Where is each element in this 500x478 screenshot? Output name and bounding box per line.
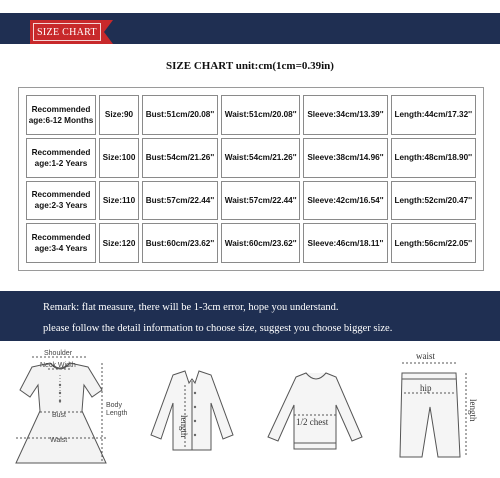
sleeve-cell: Sleeve:42cm/16.54'' <box>303 181 387 221</box>
measurement-diagrams <box>0 345 500 478</box>
bust-cell: Bust:57cm/22.44'' <box>142 181 218 221</box>
length-cell: Length:56cm/22.05'' <box>391 223 477 263</box>
table-row <box>26 181 476 221</box>
pants-length-label: length <box>468 399 478 422</box>
size-cell: Size:120 <box>99 223 139 263</box>
table-row <box>26 95 476 135</box>
remark-line-1: Remark: flat measure, there will be 1-3cm error, hope you understand. <box>43 302 339 313</box>
bust-cell: Bust:51cm/20.08'' <box>142 95 218 135</box>
sleeve-cell: Sleeve:34cm/13.39'' <box>303 95 387 135</box>
bust-cell: Bust:60cm/23.62'' <box>142 223 218 263</box>
dress-diagram <box>2 345 132 478</box>
pants-hip-label: hip <box>420 383 432 393</box>
waist-cell: Waist:51cm/20.08'' <box>221 95 300 135</box>
length-cell: Length:44cm/17.32'' <box>391 95 477 135</box>
chart-title: SIZE CHART unit:cm(1cm=0.39in) <box>166 60 334 72</box>
waist-label: Waist <box>50 437 68 444</box>
size-chart-tag-label: SIZE CHART <box>37 26 97 38</box>
shirt-diagram <box>135 345 250 478</box>
neck-width-label: Neck Width <box>40 362 76 369</box>
top-banner <box>0 0 500 50</box>
body-length-label-2: Length <box>106 410 128 417</box>
waist-cell: Waist:54cm/21.26'' <box>221 138 300 178</box>
remark-line-2: please follow the detail information to choose size, suggest you choose bigger size. <box>43 323 393 334</box>
age-cell: Recommended age:6-12 Months <box>26 95 96 135</box>
sweater-diagram <box>258 345 373 478</box>
shoulder-label: Shoulder <box>44 350 73 357</box>
age-cell: Recommended age:2-3 Years <box>26 181 96 221</box>
table-row <box>26 223 476 263</box>
pants-waist-label: waist <box>416 351 435 361</box>
age-cell: Recommended age:1-2 Years <box>26 138 96 178</box>
size-cell: Size:110 <box>99 181 139 221</box>
size-cell: Size:90 <box>99 95 139 135</box>
size-table <box>23 92 479 266</box>
age-cell: Recommended age:3-4 Years <box>26 223 96 263</box>
length-cell: Length:48cm/18.90'' <box>391 138 477 178</box>
bust-label: Bust <box>52 412 67 419</box>
sleeve-cell: Sleeve:46cm/18.11'' <box>303 223 387 263</box>
half-chest-label: 1/2 chest <box>296 417 329 427</box>
size-chart-tag <box>30 20 104 44</box>
length-cell: Length:52cm/20.47'' <box>391 181 477 221</box>
size-cell: Size:100 <box>99 138 139 178</box>
bust-cell: Bust:54cm/21.26'' <box>142 138 218 178</box>
pants-diagram <box>380 345 495 478</box>
shirt-length-label: length <box>179 415 189 438</box>
waist-cell: Waist:60cm/23.62'' <box>221 223 300 263</box>
size-table-frame <box>18 87 484 271</box>
sleeve-cell: Sleeve:38cm/14.96'' <box>303 138 387 178</box>
waist-cell: Waist:57cm/22.44'' <box>221 181 300 221</box>
remark-banner <box>0 291 500 341</box>
body-length-label-1: Body <box>106 402 122 409</box>
table-row <box>26 138 476 178</box>
